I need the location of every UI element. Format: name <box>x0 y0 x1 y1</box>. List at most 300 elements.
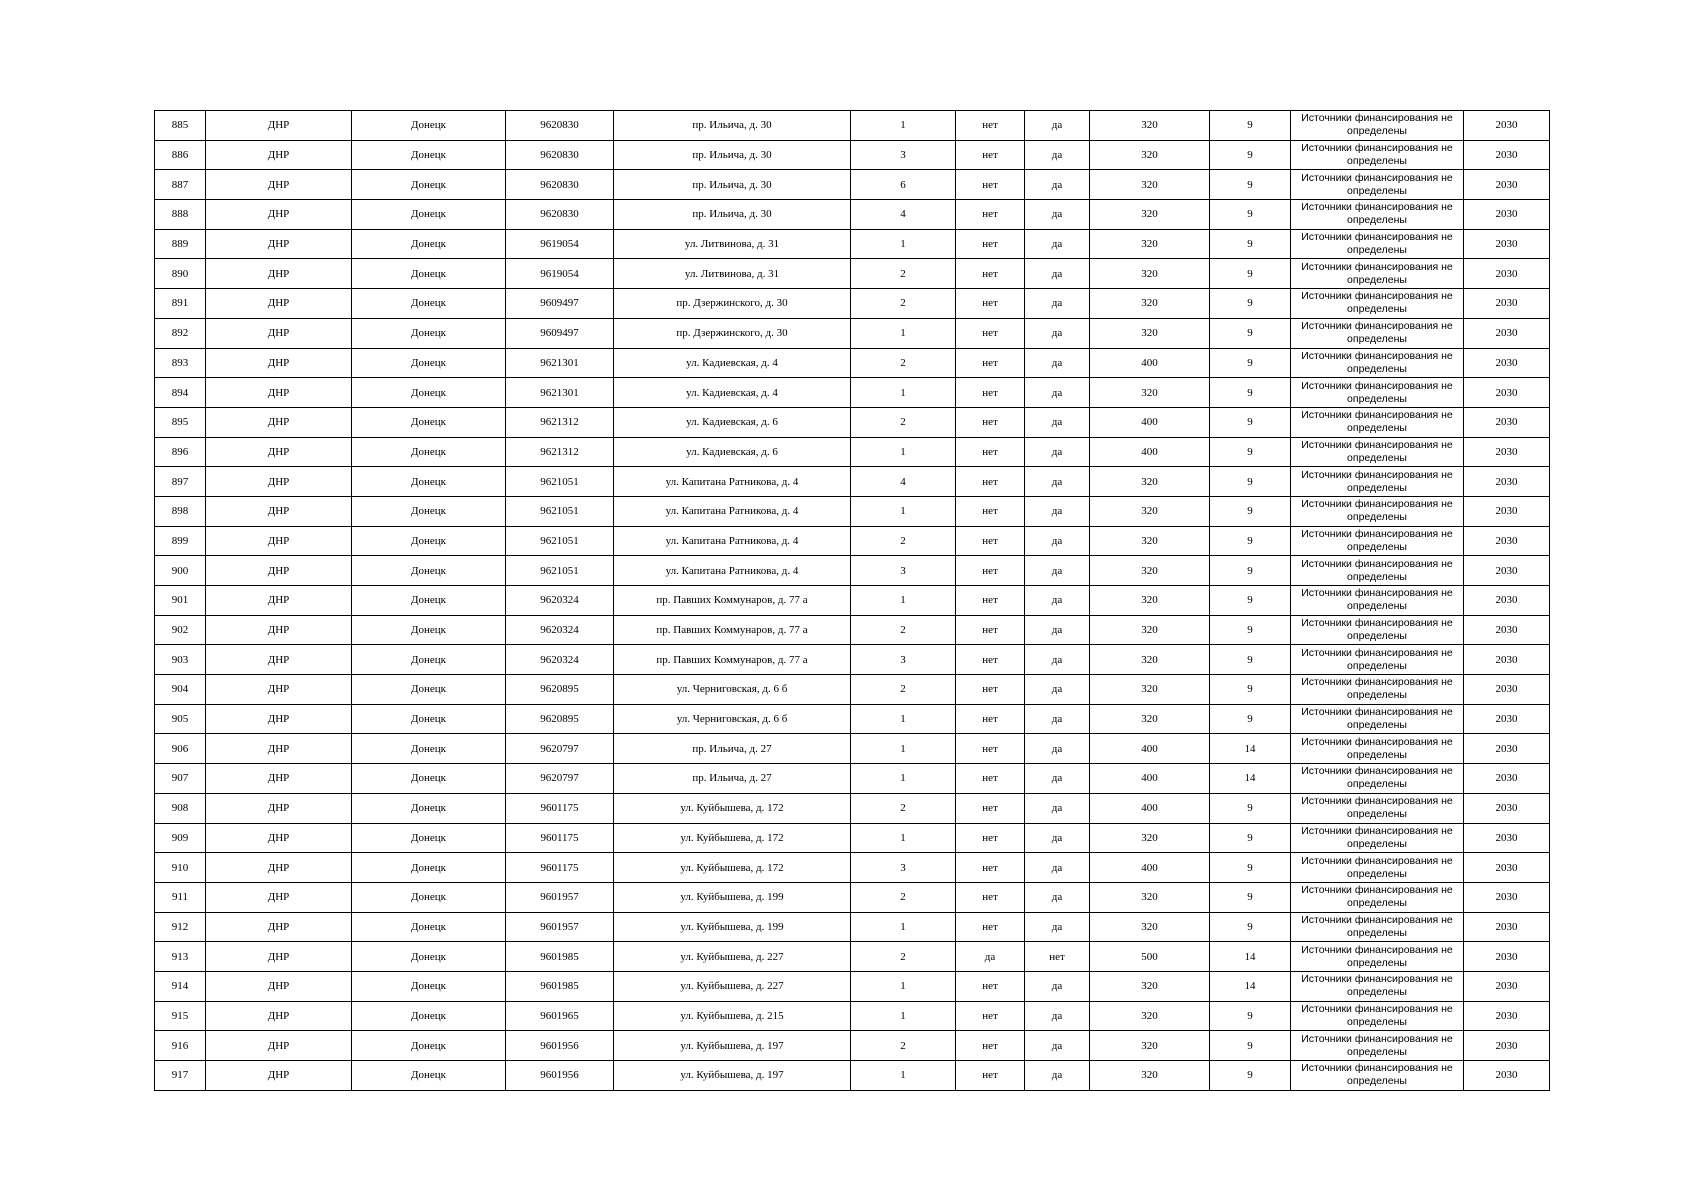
funding-note-cell: Источники финансирования не определены <box>1291 704 1464 734</box>
flag-b-cell: да <box>1025 823 1090 853</box>
entrance-number-cell: 1 <box>851 437 956 467</box>
building-code-cell: 9601957 <box>506 882 614 912</box>
city-cell: Донецк <box>352 1001 506 1031</box>
flag-a-cell: нет <box>956 1031 1025 1061</box>
address-cell: ул. Литвинова, д. 31 <box>614 229 851 259</box>
region-cell: ДНР <box>206 348 352 378</box>
address-cell: ул. Черниговская, д. 6 б <box>614 675 851 705</box>
row-number-cell: 895 <box>155 407 206 437</box>
funding-note-cell: Источники финансирования не определены <box>1291 170 1464 200</box>
floors-cell: 9 <box>1210 882 1291 912</box>
year-cell: 2030 <box>1464 407 1550 437</box>
floors-cell: 9 <box>1210 615 1291 645</box>
building-code-cell: 9621051 <box>506 526 614 556</box>
year-cell: 2030 <box>1464 1001 1550 1031</box>
flag-b-cell: да <box>1025 140 1090 170</box>
row-number-cell: 913 <box>155 942 206 972</box>
capacity-cell: 400 <box>1090 407 1210 437</box>
table-row <box>155 289 1550 319</box>
capacity-cell: 320 <box>1090 645 1210 675</box>
region-cell: ДНР <box>206 912 352 942</box>
address-cell: пр. Ильича, д. 27 <box>614 734 851 764</box>
entrance-number-cell: 1 <box>851 1001 956 1031</box>
city-cell: Донецк <box>352 704 506 734</box>
entrance-number-cell: 2 <box>851 942 956 972</box>
year-cell: 2030 <box>1464 882 1550 912</box>
capacity-cell: 320 <box>1090 170 1210 200</box>
capacity-cell: 320 <box>1090 615 1210 645</box>
city-cell: Донецк <box>352 1031 506 1061</box>
flag-b-cell: да <box>1025 318 1090 348</box>
flag-b-cell: да <box>1025 407 1090 437</box>
floors-cell: 9 <box>1210 437 1291 467</box>
table-row <box>155 942 1550 972</box>
entrance-number-cell: 1 <box>851 1061 956 1091</box>
table-row <box>155 348 1550 378</box>
flag-a-cell: нет <box>956 496 1025 526</box>
year-cell: 2030 <box>1464 348 1550 378</box>
city-cell: Донецк <box>352 586 506 616</box>
year-cell: 2030 <box>1464 437 1550 467</box>
flag-b-cell: да <box>1025 675 1090 705</box>
building-code-cell: 9620324 <box>506 586 614 616</box>
floors-cell: 9 <box>1210 1031 1291 1061</box>
city-cell: Донецк <box>352 318 506 348</box>
building-code-cell: 9621301 <box>506 348 614 378</box>
funding-note-cell: Источники финансирования не определены <box>1291 764 1464 794</box>
building-code-cell: 9601175 <box>506 823 614 853</box>
table-row <box>155 467 1550 497</box>
row-number-cell: 912 <box>155 912 206 942</box>
region-cell: ДНР <box>206 496 352 526</box>
row-number-cell: 886 <box>155 140 206 170</box>
table-row <box>155 793 1550 823</box>
year-cell: 2030 <box>1464 289 1550 319</box>
floors-cell: 9 <box>1210 140 1291 170</box>
entrance-number-cell: 2 <box>851 675 956 705</box>
flag-a-cell: нет <box>956 200 1025 230</box>
funding-note-cell: Источники финансирования не определены <box>1291 823 1464 853</box>
row-number-cell: 894 <box>155 378 206 408</box>
address-cell: ул. Капитана Ратникова, д. 4 <box>614 496 851 526</box>
entrance-number-cell: 1 <box>851 734 956 764</box>
flag-b-cell: да <box>1025 200 1090 230</box>
row-number-cell: 897 <box>155 467 206 497</box>
capacity-cell: 320 <box>1090 111 1210 141</box>
city-cell: Донецк <box>352 437 506 467</box>
entrance-number-cell: 3 <box>851 645 956 675</box>
capacity-cell: 320 <box>1090 1001 1210 1031</box>
funding-note-cell: Источники финансирования не определены <box>1291 675 1464 705</box>
address-cell: пр. Ильича, д. 30 <box>614 200 851 230</box>
region-cell: ДНР <box>206 1001 352 1031</box>
entrance-number-cell: 1 <box>851 764 956 794</box>
capacity-cell: 320 <box>1090 882 1210 912</box>
city-cell: Донецк <box>352 823 506 853</box>
region-cell: ДНР <box>206 764 352 794</box>
entrance-number-cell: 1 <box>851 704 956 734</box>
entrance-number-cell: 2 <box>851 259 956 289</box>
building-code-cell: 9621301 <box>506 378 614 408</box>
funding-note-cell: Источники финансирования не определены <box>1291 200 1464 230</box>
building-code-cell: 9619054 <box>506 259 614 289</box>
building-code-cell: 9620797 <box>506 764 614 794</box>
address-cell: пр. Ильича, д. 30 <box>614 170 851 200</box>
building-code-cell: 9620895 <box>506 675 614 705</box>
city-cell: Донецк <box>352 496 506 526</box>
address-cell: ул. Черниговская, д. 6 б <box>614 704 851 734</box>
flag-b-cell: да <box>1025 378 1090 408</box>
building-code-cell: 9620797 <box>506 734 614 764</box>
city-cell: Донецк <box>352 289 506 319</box>
building-code-cell: 9620895 <box>506 704 614 734</box>
row-number-cell: 907 <box>155 764 206 794</box>
capacity-cell: 320 <box>1090 1061 1210 1091</box>
building-code-cell: 9621051 <box>506 556 614 586</box>
row-number-cell: 911 <box>155 882 206 912</box>
flag-b-cell: да <box>1025 853 1090 883</box>
flag-a-cell: нет <box>956 526 1025 556</box>
flag-b-cell: да <box>1025 437 1090 467</box>
table-row <box>155 853 1550 883</box>
flag-a-cell: нет <box>956 971 1025 1001</box>
year-cell: 2030 <box>1464 586 1550 616</box>
region-cell: ДНР <box>206 704 352 734</box>
address-cell: ул. Капитана Ратникова, д. 4 <box>614 467 851 497</box>
address-cell: ул. Кадиевская, д. 6 <box>614 437 851 467</box>
year-cell: 2030 <box>1464 615 1550 645</box>
year-cell: 2030 <box>1464 704 1550 734</box>
floors-cell: 14 <box>1210 734 1291 764</box>
flag-a-cell: нет <box>956 111 1025 141</box>
address-cell: пр. Дзержинского, д. 30 <box>614 318 851 348</box>
building-code-cell: 9621051 <box>506 496 614 526</box>
city-cell: Донецк <box>352 942 506 972</box>
address-cell: ул. Куйбышева, д. 172 <box>614 823 851 853</box>
row-number-cell: 885 <box>155 111 206 141</box>
region-cell: ДНР <box>206 259 352 289</box>
table-row <box>155 912 1550 942</box>
region-cell: ДНР <box>206 793 352 823</box>
flag-b-cell: да <box>1025 111 1090 141</box>
entrance-number-cell: 2 <box>851 1031 956 1061</box>
flag-b-cell: нет <box>1025 942 1090 972</box>
year-cell: 2030 <box>1464 140 1550 170</box>
region-cell: ДНР <box>206 437 352 467</box>
table-row <box>155 764 1550 794</box>
row-number-cell: 917 <box>155 1061 206 1091</box>
flag-a-cell: нет <box>956 556 1025 586</box>
capacity-cell: 400 <box>1090 853 1210 883</box>
flag-a-cell: нет <box>956 675 1025 705</box>
capacity-cell: 400 <box>1090 793 1210 823</box>
capacity-cell: 320 <box>1090 823 1210 853</box>
flag-b-cell: да <box>1025 704 1090 734</box>
capacity-cell: 400 <box>1090 764 1210 794</box>
city-cell: Донецк <box>352 229 506 259</box>
year-cell: 2030 <box>1464 526 1550 556</box>
floors-cell: 9 <box>1210 200 1291 230</box>
floors-cell: 9 <box>1210 289 1291 319</box>
entrance-number-cell: 4 <box>851 467 956 497</box>
floors-cell: 9 <box>1210 1001 1291 1031</box>
entrance-number-cell: 1 <box>851 318 956 348</box>
region-cell: ДНР <box>206 1031 352 1061</box>
year-cell: 2030 <box>1464 734 1550 764</box>
table-row <box>155 111 1550 141</box>
building-code-cell: 9601965 <box>506 1001 614 1031</box>
flag-b-cell: да <box>1025 467 1090 497</box>
row-number-cell: 908 <box>155 793 206 823</box>
city-cell: Донецк <box>352 675 506 705</box>
city-cell: Донецк <box>352 378 506 408</box>
funding-note-cell: Источники финансирования не определены <box>1291 615 1464 645</box>
flag-b-cell: да <box>1025 1001 1090 1031</box>
year-cell: 2030 <box>1464 1031 1550 1061</box>
year-cell: 2030 <box>1464 496 1550 526</box>
row-number-cell: 901 <box>155 586 206 616</box>
year-cell: 2030 <box>1464 971 1550 1001</box>
floors-cell: 14 <box>1210 942 1291 972</box>
flag-a-cell: нет <box>956 912 1025 942</box>
year-cell: 2030 <box>1464 378 1550 408</box>
address-cell: ул. Куйбышева, д. 199 <box>614 882 851 912</box>
building-code-cell: 9620830 <box>506 200 614 230</box>
table-row <box>155 586 1550 616</box>
entrance-number-cell: 1 <box>851 229 956 259</box>
region-cell: ДНР <box>206 170 352 200</box>
table-row <box>155 170 1550 200</box>
floors-cell: 9 <box>1210 229 1291 259</box>
building-code-cell: 9620324 <box>506 645 614 675</box>
capacity-cell: 320 <box>1090 526 1210 556</box>
row-number-cell: 910 <box>155 853 206 883</box>
building-code-cell: 9621312 <box>506 407 614 437</box>
city-cell: Донецк <box>352 1061 506 1091</box>
address-cell: пр. Павших Коммунаров, д. 77 а <box>614 586 851 616</box>
flag-a-cell: нет <box>956 348 1025 378</box>
region-cell: ДНР <box>206 823 352 853</box>
region-cell: ДНР <box>206 645 352 675</box>
entrance-number-cell: 6 <box>851 170 956 200</box>
address-cell: пр. Ильича, д. 30 <box>614 140 851 170</box>
funding-note-cell: Источники финансирования не определены <box>1291 793 1464 823</box>
entrance-number-cell: 2 <box>851 615 956 645</box>
floors-cell: 9 <box>1210 704 1291 734</box>
building-code-cell: 9601956 <box>506 1061 614 1091</box>
region-cell: ДНР <box>206 615 352 645</box>
city-cell: Донецк <box>352 467 506 497</box>
funding-note-cell: Источники финансирования не определены <box>1291 318 1464 348</box>
funding-note-cell: Источники финансирования не определены <box>1291 140 1464 170</box>
table-row <box>155 675 1550 705</box>
region-cell: ДНР <box>206 200 352 230</box>
capacity-cell: 320 <box>1090 140 1210 170</box>
funding-note-cell: Источники финансирования не определены <box>1291 942 1464 972</box>
city-cell: Донецк <box>352 615 506 645</box>
flag-b-cell: да <box>1025 734 1090 764</box>
building-code-cell: 9620830 <box>506 140 614 170</box>
capacity-cell: 500 <box>1090 942 1210 972</box>
building-code-cell: 9609497 <box>506 289 614 319</box>
table-row <box>155 259 1550 289</box>
year-cell: 2030 <box>1464 823 1550 853</box>
year-cell: 2030 <box>1464 259 1550 289</box>
flag-b-cell: да <box>1025 615 1090 645</box>
region-cell: ДНР <box>206 378 352 408</box>
funding-note-cell: Источники финансирования не определены <box>1291 1001 1464 1031</box>
building-code-cell: 9601175 <box>506 853 614 883</box>
year-cell: 2030 <box>1464 853 1550 883</box>
flag-b-cell: да <box>1025 645 1090 675</box>
entrance-number-cell: 1 <box>851 971 956 1001</box>
city-cell: Донецк <box>352 793 506 823</box>
row-number-cell: 887 <box>155 170 206 200</box>
city-cell: Донецк <box>352 259 506 289</box>
row-number-cell: 900 <box>155 556 206 586</box>
funding-note-cell: Источники финансирования не определены <box>1291 526 1464 556</box>
table-row <box>155 526 1550 556</box>
capacity-cell: 400 <box>1090 437 1210 467</box>
row-number-cell: 899 <box>155 526 206 556</box>
flag-b-cell: да <box>1025 229 1090 259</box>
address-cell: ул. Куйбышева, д. 215 <box>614 1001 851 1031</box>
capacity-cell: 400 <box>1090 348 1210 378</box>
funding-note-cell: Источники финансирования не определены <box>1291 556 1464 586</box>
entrance-number-cell: 2 <box>851 348 956 378</box>
entrance-number-cell: 2 <box>851 793 956 823</box>
floors-cell: 9 <box>1210 912 1291 942</box>
flag-a-cell: нет <box>956 734 1025 764</box>
table-row <box>155 704 1550 734</box>
funding-note-cell: Источники финансирования не определены <box>1291 645 1464 675</box>
table-row <box>155 556 1550 586</box>
row-number-cell: 914 <box>155 971 206 1001</box>
address-cell: ул. Капитана Ратникова, д. 4 <box>614 556 851 586</box>
funding-note-cell: Источники финансирования не определены <box>1291 734 1464 764</box>
table-row <box>155 437 1550 467</box>
city-cell: Донецк <box>352 882 506 912</box>
capacity-cell: 320 <box>1090 912 1210 942</box>
capacity-cell: 320 <box>1090 971 1210 1001</box>
city-cell: Донецк <box>352 170 506 200</box>
capacity-cell: 320 <box>1090 675 1210 705</box>
table-row <box>155 823 1550 853</box>
building-code-cell: 9601175 <box>506 793 614 823</box>
flag-a-cell: нет <box>956 1001 1025 1031</box>
flag-a-cell: нет <box>956 170 1025 200</box>
capacity-cell: 320 <box>1090 289 1210 319</box>
address-cell: ул. Кадиевская, д. 4 <box>614 378 851 408</box>
flag-a-cell: нет <box>956 704 1025 734</box>
flag-b-cell: да <box>1025 1061 1090 1091</box>
flag-a-cell: нет <box>956 318 1025 348</box>
flag-b-cell: да <box>1025 526 1090 556</box>
funding-note-cell: Источники финансирования не определены <box>1291 496 1464 526</box>
flag-a-cell: нет <box>956 437 1025 467</box>
address-cell: ул. Куйбышева, д. 172 <box>614 853 851 883</box>
flag-b-cell: да <box>1025 793 1090 823</box>
floors-cell: 9 <box>1210 259 1291 289</box>
funding-note-cell: Источники финансирования не определены <box>1291 407 1464 437</box>
city-cell: Донецк <box>352 407 506 437</box>
capacity-cell: 320 <box>1090 1031 1210 1061</box>
year-cell: 2030 <box>1464 467 1550 497</box>
funding-note-cell: Источники финансирования не определены <box>1291 1061 1464 1091</box>
funding-note-cell: Источники финансирования не определены <box>1291 882 1464 912</box>
capacity-cell: 320 <box>1090 259 1210 289</box>
address-cell: ул. Куйбышева, д. 227 <box>614 942 851 972</box>
funding-note-cell: Источники финансирования не определены <box>1291 971 1464 1001</box>
capacity-cell: 320 <box>1090 378 1210 408</box>
city-cell: Донецк <box>352 853 506 883</box>
address-cell: ул. Куйбышева, д. 197 <box>614 1061 851 1091</box>
table-row <box>155 882 1550 912</box>
capacity-cell: 320 <box>1090 229 1210 259</box>
year-cell: 2030 <box>1464 200 1550 230</box>
table-row <box>155 407 1550 437</box>
region-cell: ДНР <box>206 556 352 586</box>
table-body <box>155 111 1550 1091</box>
flag-b-cell: да <box>1025 912 1090 942</box>
row-number-cell: 903 <box>155 645 206 675</box>
region-cell: ДНР <box>206 140 352 170</box>
address-cell: пр. Павших Коммунаров, д. 77 а <box>614 615 851 645</box>
table-row <box>155 1001 1550 1031</box>
capacity-cell: 320 <box>1090 496 1210 526</box>
city-cell: Донецк <box>352 200 506 230</box>
year-cell: 2030 <box>1464 942 1550 972</box>
entrance-number-cell: 2 <box>851 526 956 556</box>
funding-note-cell: Источники финансирования не определены <box>1291 378 1464 408</box>
floors-cell: 9 <box>1210 111 1291 141</box>
city-cell: Донецк <box>352 348 506 378</box>
capacity-cell: 320 <box>1090 704 1210 734</box>
flag-a-cell: нет <box>956 615 1025 645</box>
table-row <box>155 140 1550 170</box>
entrance-number-cell: 4 <box>851 200 956 230</box>
table-row <box>155 318 1550 348</box>
entrance-number-cell: 3 <box>851 140 956 170</box>
address-cell: ул. Кадиевская, д. 4 <box>614 348 851 378</box>
table-row <box>155 971 1550 1001</box>
floors-cell: 9 <box>1210 170 1291 200</box>
region-cell: ДНР <box>206 318 352 348</box>
entrance-number-cell: 1 <box>851 378 956 408</box>
region-cell: ДНР <box>206 1061 352 1091</box>
flag-b-cell: да <box>1025 289 1090 319</box>
region-cell: ДНР <box>206 526 352 556</box>
entrance-number-cell: 1 <box>851 912 956 942</box>
table-row <box>155 378 1550 408</box>
address-cell: ул. Куйбышева, д. 172 <box>614 793 851 823</box>
floors-cell: 9 <box>1210 348 1291 378</box>
table-row <box>155 645 1550 675</box>
capacity-cell: 320 <box>1090 556 1210 586</box>
flag-b-cell: да <box>1025 496 1090 526</box>
row-number-cell: 888 <box>155 200 206 230</box>
flag-a-cell: нет <box>956 793 1025 823</box>
floors-cell: 9 <box>1210 467 1291 497</box>
floors-cell: 9 <box>1210 675 1291 705</box>
address-cell: ул. Куйбышева, д. 197 <box>614 1031 851 1061</box>
row-number-cell: 896 <box>155 437 206 467</box>
row-number-cell: 898 <box>155 496 206 526</box>
flag-a-cell: да <box>956 942 1025 972</box>
flag-a-cell: нет <box>956 259 1025 289</box>
address-cell: ул. Кадиевская, д. 6 <box>614 407 851 437</box>
flag-b-cell: да <box>1025 556 1090 586</box>
